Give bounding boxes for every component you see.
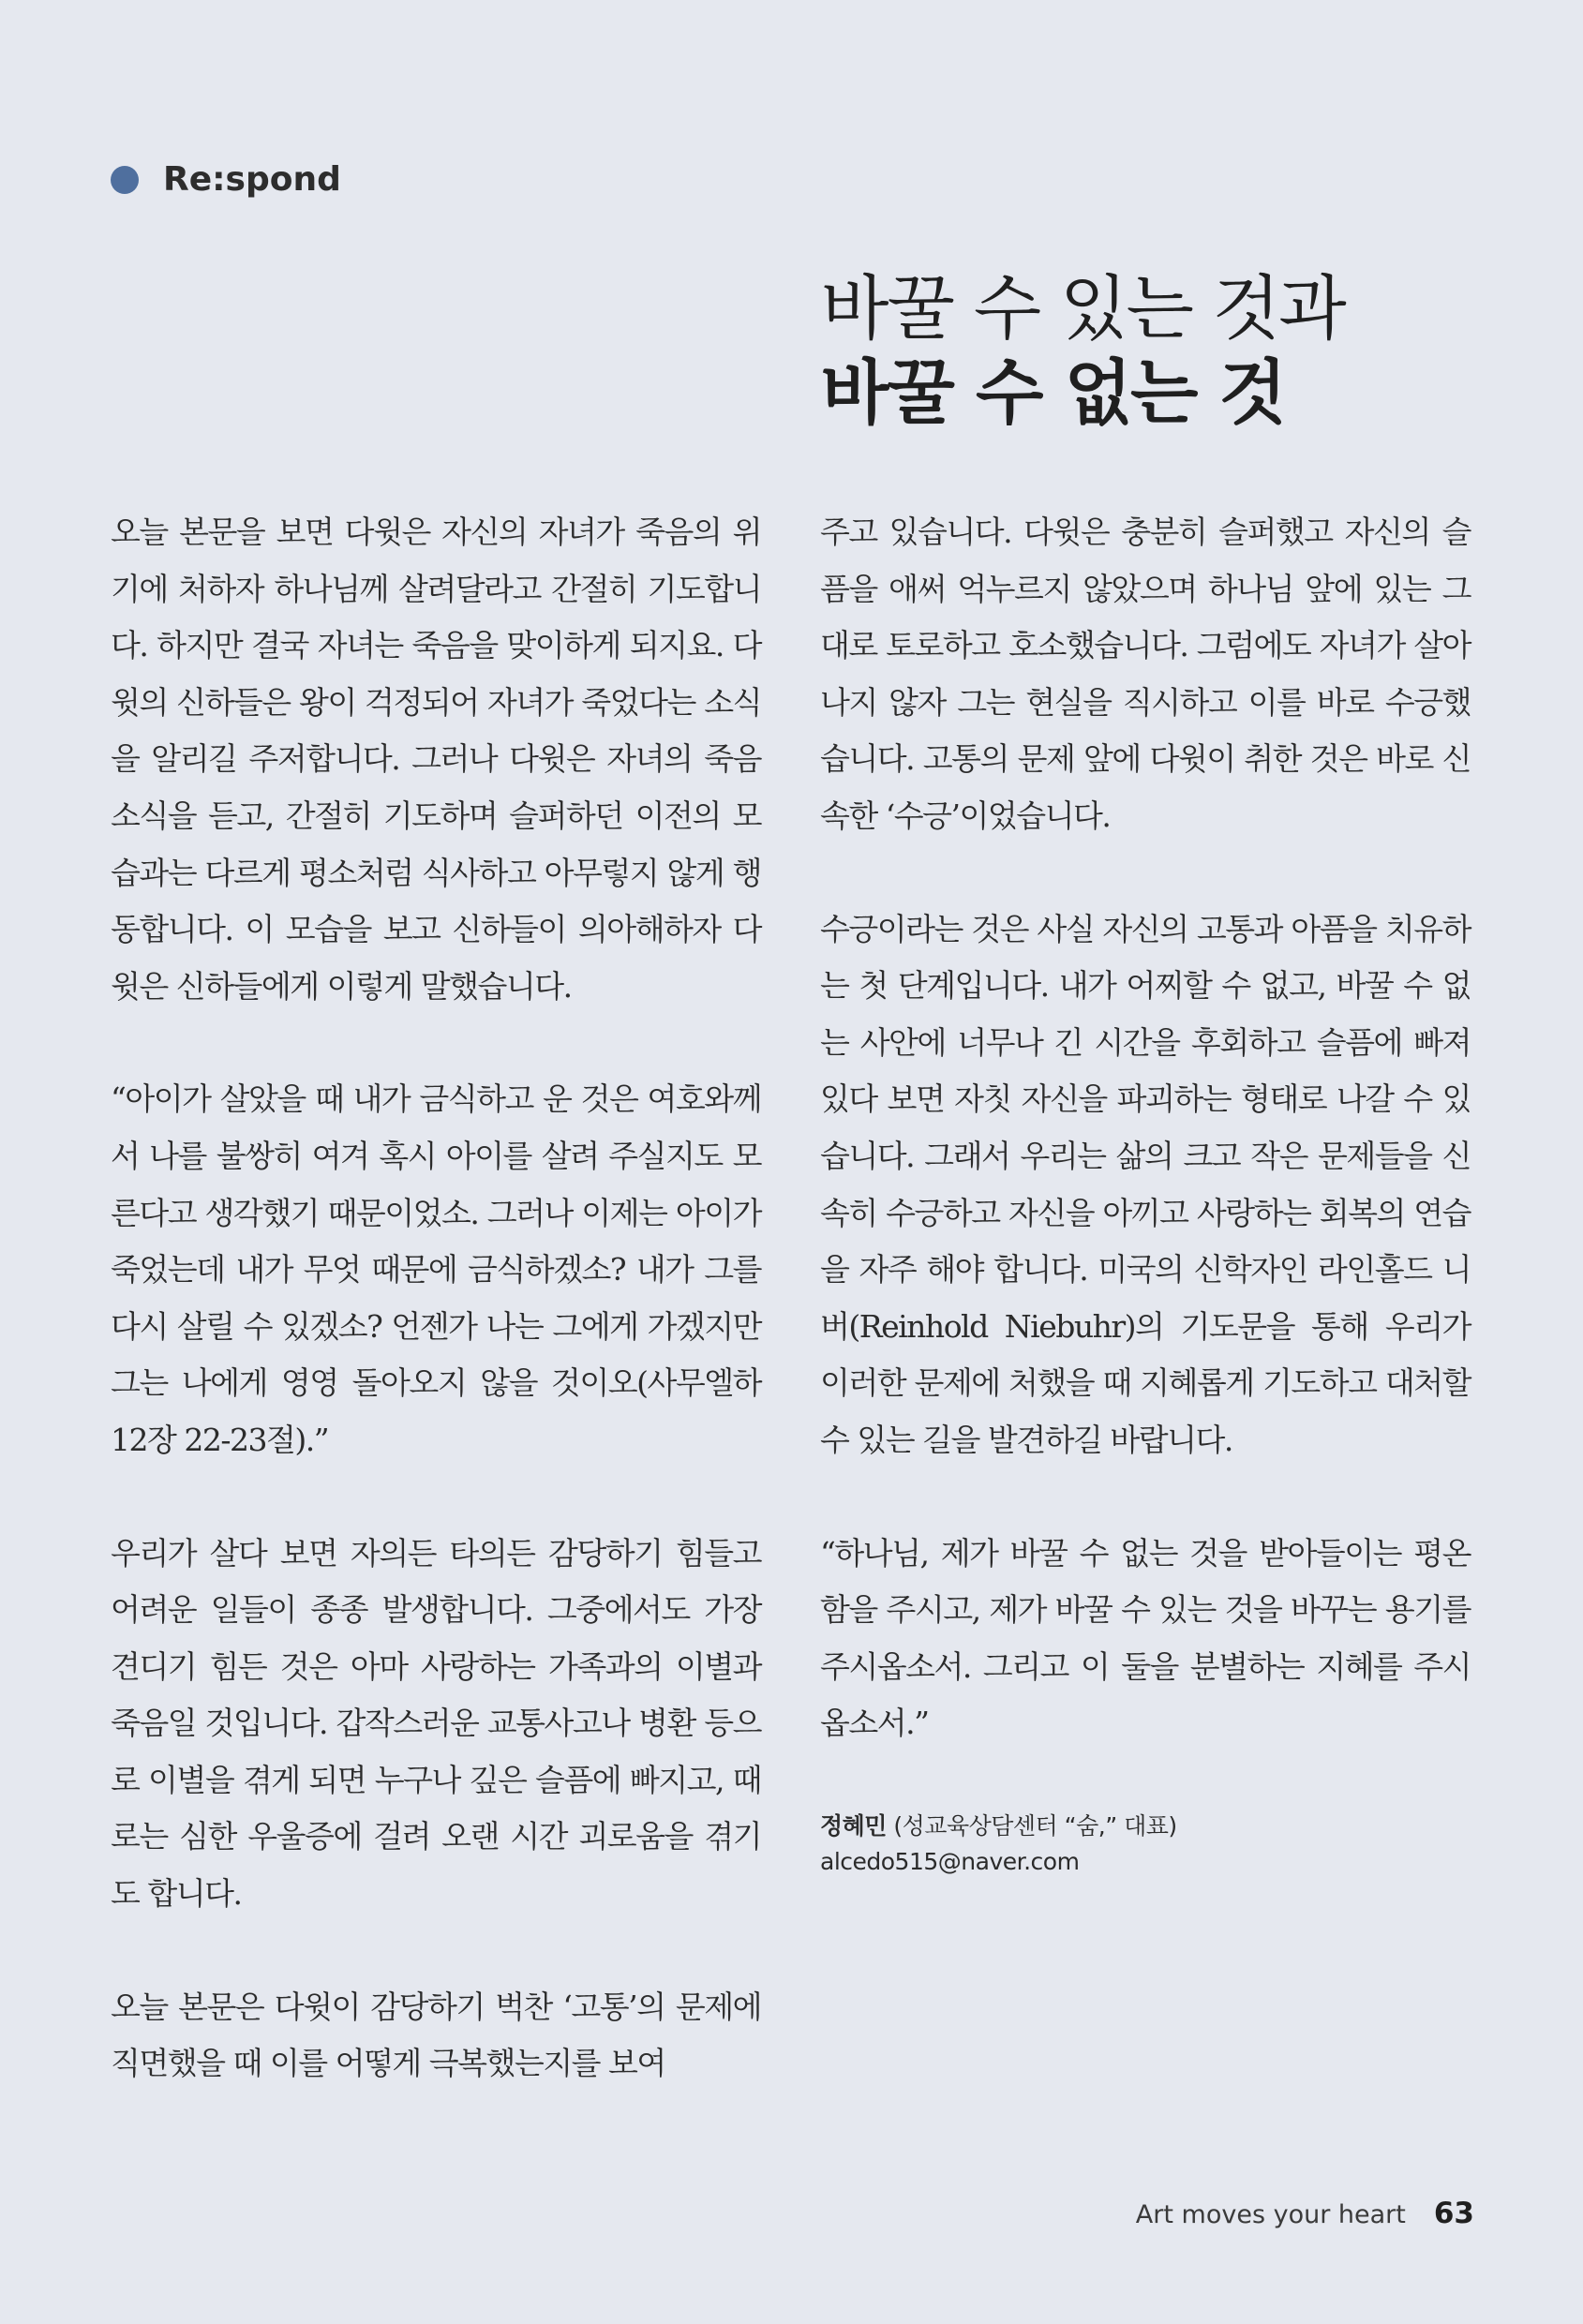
title-line-2: 바꿀 수 없는 것 xyxy=(821,351,1286,434)
page-footer xyxy=(1136,2197,1474,2230)
body-paragraph: 수긍이라는 것은 사실 자신의 고통과 아픔을 치유하는 첫 단계입니다. 내가 어찌할 수 없고, 바꿀 수 없는 사안에 너무나 긴 시간을 후회하고 슬픔에 빠져있다 보면 자칫 자신을 파괴하는 형태로 나갈 수 있습니다. 그래서 우리는 삶의 크고 작은 문제들을 신속히 수긍하고 자신을 아끼고 사랑하는 회복의 연습을 자주 해야 합니다. 미국의 신학자인 라인홀드 니버(Reinhold Niebuhr)의 기도문을 통해 우리가 이러한 문제에 처했을 때 지혜롭게 기도하고 대처할 수 있는 길을 발견하길 바랍니다. xyxy=(820,910,1471,1458)
author-name: 정혜민 xyxy=(820,1811,887,1840)
section-label: Re:spond xyxy=(163,160,341,199)
title-line-1: 바꿀 수 있는 것과 xyxy=(821,267,1345,350)
scripture-quote: “아이가 살았을 때 내가 금식하고 운 것은 여호와께서 나를 불쌍히 여겨 혹시 아이를 살려 주실지도 모른다고 생각했기 때문이었소. 그러나 이제는 아이가 죽었는데 내가 무엇 때문에 금식하겠소? 내가 그를 다시 살릴 수 있겠소? 언젠가 나는 그에게 가겠지만 그는 나에게 영영 돌아오지 않을 것이오(사무엘하 12장 22-23절).” xyxy=(111,1080,761,1458)
section-tag xyxy=(111,160,341,199)
bullet-dot-icon xyxy=(111,166,139,194)
right-column xyxy=(820,504,1471,1880)
body-paragraph: 우리가 살다 보면 자의든 타의든 감당하기 힘들고 어려운 일들이 종종 발생합니다. 그중에서도 가장 견디기 힘든 것은 아마 사랑하는 가족과의 이별과 죽음일 것입니다. 갑작스러운 교통사고나 병환 등으로 이별을 겪게 되면 누구나 깊은 슬픔에 빠지고, 때로는 심한 우울증에 걸려 오랜 시간 괴로움을 겪기도 합니다. xyxy=(111,1534,761,1913)
author-role: (성교육상담센터 “숨,” 대표) xyxy=(886,1811,1177,1840)
page-number: 63 xyxy=(1433,2197,1474,2230)
body-paragraph: 오늘 본문을 보면 다윗은 자신의 자녀가 죽음의 위기에 처하자 하나님께 살려달라고 간절히 기도합니다. 하지만 결국 자녀는 죽음을 맞이하게 되지요. 다윗의 신하들은 왕이 걱정되어 자녀가 죽었다는 소식을 알리길 주저합니다. 그러나 다윗은 자녀의 죽음 소식을 듣고, 간절히 기도하며 슬퍼하던 이전의 모습과는 다르게 평소처럼 식사하고 아무렇지 않게 행동합니다. 이 모습을 보고 신하들이 의아해하자 다윗은 신하들에게 이렇게 말했습니다. xyxy=(111,514,761,1005)
article-title xyxy=(821,266,1345,435)
author-byline xyxy=(820,1809,1471,1880)
footer-tagline: Art moves your heart xyxy=(1135,2200,1406,2229)
left-column xyxy=(111,504,761,2149)
body-paragraph: 오늘 본문은 다윗이 감당하기 벅찬 ‘고통’의 문제에 직면했을 때 이를 어떻게 극복했는지를 보여 xyxy=(111,1988,761,2082)
prayer-quote: “하나님, 제가 바꿀 수 없는 것을 받아들이는 평온함을 주시고, 제가 바꿀 수 있는 것을 바꾸는 용기를 주시옵소서. 그리고 이 둘을 분별하는 지혜를 주시옵소서.” xyxy=(820,1534,1471,1742)
body-paragraph: 주고 있습니다. 다윗은 충분히 슬퍼했고 자신의 슬픔을 애써 억누르지 않았으며 하나님 앞에 있는 그대로 토로하고 호소했습니다. 그럼에도 자녀가 살아나지 않자 그는 현실을 직시하고 이를 바로 수긍했습니다. 고통의 문제 앞에 다윗이 취한 것은 바로 신속한 ‘수긍’이었습니다. xyxy=(820,514,1471,834)
author-email: alcedo515@naver.com xyxy=(820,1847,1080,1875)
